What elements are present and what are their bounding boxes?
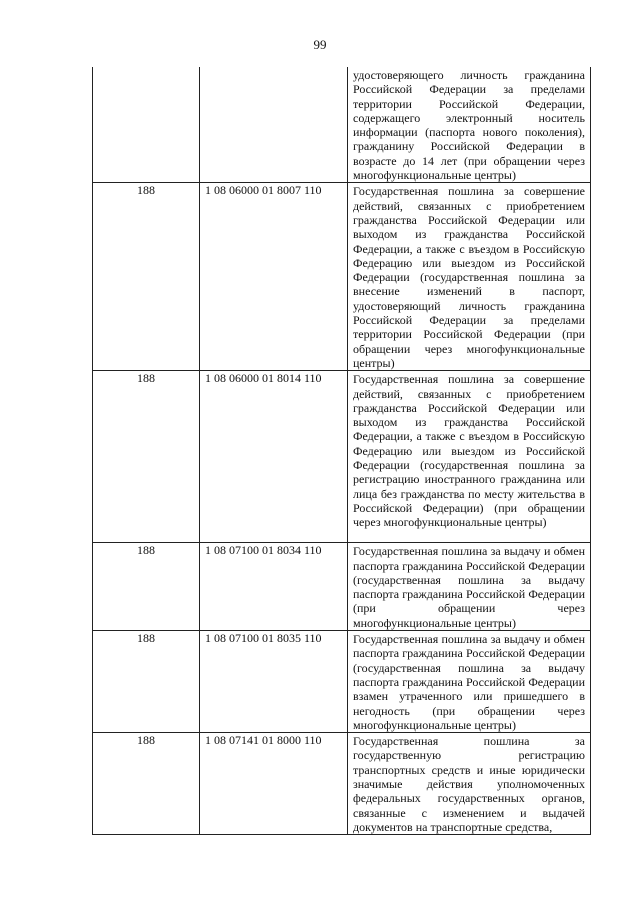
table-row [93, 67, 591, 183]
admin-code-cell: 188 [93, 543, 200, 631]
budget-code-cell [200, 67, 348, 183]
table-row [93, 733, 591, 835]
admin-code-cell [93, 67, 200, 183]
table-row [93, 543, 591, 631]
admin-code-cell: 188 [93, 183, 200, 371]
page-number: 99 [313, 37, 327, 52]
budget-code-cell: 1 08 06000 01 8014 110 [200, 371, 348, 543]
description-text: Государственная пошлина за выдачу и обмен паспорта гражданина Российской Федерации (государственная пошлина за выдачу паспорта гражданина Российской Федерации взамен утраченного или пришедшего в негодность (при обращении через многофункциональные центры) [353, 632, 585, 732]
fees-table [92, 67, 591, 835]
description-cell [348, 67, 591, 183]
description-text: Государственная пошлина за совершение действий, связанных с приобретением гражданства Российской Федерации или выходом из гражданства Российской Федерации, а также с въездом в Российскую Федерацию или выездом из Российской Федерации (государственная пошлина за внесение изменений в паспорт, удостоверяющий личность гражданина Российской Федерации за пределами территории Российской Федерации (при обращении через многофункциональные центры) [353, 184, 585, 370]
description-cell [348, 543, 591, 631]
admin-code-cell: 188 [93, 631, 200, 733]
budget-code-cell: 1 08 07100 01 8035 110 [200, 631, 348, 733]
admin-code-cell: 188 [93, 371, 200, 543]
description-text: удостоверяющего личность гражданина Российской Федерации за пределами территории Российской Федерации, содержащего электронный носитель информации (паспорта нового поколения), гражданину Российской Федерации в возрасте до 14 лет (при обращении через многофункциональные центры) [353, 68, 585, 183]
description-cell [348, 183, 591, 371]
budget-code-cell: 1 08 06000 01 8007 110 [200, 183, 348, 371]
description-text: Государственная пошлина за выдачу и обмен паспорта гражданина Российской Федерации (государственная пошлина за выдачу паспорта гражданина Российской Федерации (при обращении через многофункциональные центры) [353, 544, 585, 630]
table-row [93, 371, 591, 543]
description-cell [348, 371, 591, 543]
admin-code-cell: 188 [93, 733, 200, 835]
table-row [93, 631, 591, 733]
description-cell [348, 631, 591, 733]
table-row [93, 183, 591, 371]
budget-code-cell: 1 08 07100 01 8034 110 [200, 543, 348, 631]
budget-code-cell: 1 08 07141 01 8000 110 [200, 733, 348, 835]
description-text: Государственная пошлина за совершение действий, связанных с приобретением гражданства Российской Федерации или выходом из гражданства Российской Федерации, а также с въездом в Российскую Федерацию или выездом из Российской Федерации (государственная пошлина за регистрацию иностранного гражданина или лица без гражданства по месту жительства в Российской Федерации) (при обращении через многофункциональные центры) [353, 372, 585, 530]
description-cell [348, 733, 591, 835]
description-text: Государственная пошлина за государственную регистрацию транспортных средств и иные юридически значимые действия уполномоченных федеральных государственных органов, связанные с изменением и выдачей документов на транспортные средства, [353, 734, 585, 834]
